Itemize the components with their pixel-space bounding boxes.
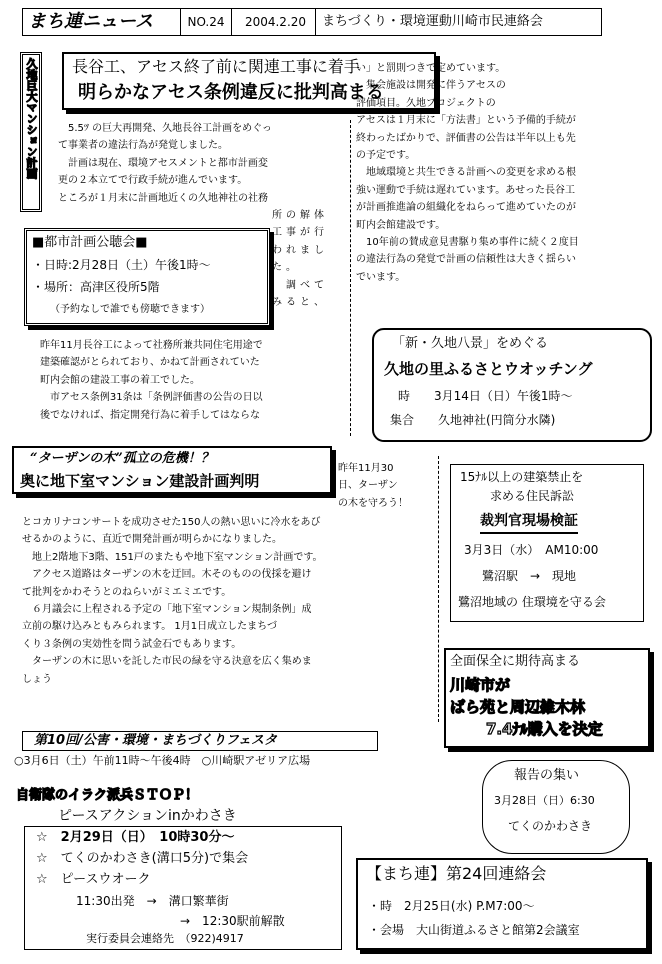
side-label: 久地巨大マンション計画 (25, 58, 38, 179)
lawsuit-org: 鷺沼地域の 住環境を守る会 (458, 595, 606, 609)
festa-title: 第10回/公害・環境・まちづくりフェスタ (34, 733, 278, 748)
report-date: 3月28日（日）6:30 (494, 794, 595, 807)
peace-line5: → 12:30駅前解散 (180, 914, 285, 928)
column-divider (350, 120, 351, 436)
organization-name: まちづくり・環境運動川崎市民連絡会 (322, 14, 543, 29)
meeting-title: 【まち連】第24回連絡会 (366, 864, 547, 883)
preserve-line2: ばら苑と周辺雑木林 (450, 698, 586, 716)
lawsuit-route: 鷺沼駅 → 現地 (482, 569, 577, 583)
peace-line1: ☆ 2月29日（日） 10時30分〜 (36, 830, 235, 845)
preserve-line1: 川崎市が (450, 676, 511, 694)
peace-contact: 実行委員会連絡先 （922)4917 (86, 932, 244, 945)
lawsuit-line2: 求める住民訴訟 (490, 489, 575, 503)
peace-line4: 11:30出発 → 溝口繁華街 (76, 894, 229, 908)
issue-number: NO.24 (180, 9, 232, 35)
watching-line1: 「新・久地八景」をめぐる (392, 336, 549, 351)
article2-headline2: 奥に地下室マンション建設計画判明 (20, 472, 260, 490)
article1-col1-top: 5.5ﾂ の巨大再開発、久地長谷工計画をめぐっ て事業者の違法行為が発覚しました。 計画は現在、環境アセスメントと都市計画変 更の２本立てで行政手続が進んでいます。 ところが１月末に計画地近くの久地神社の社務 (58, 123, 272, 204)
watching-time: 時 3月14日（日）午後1時〜 (398, 389, 573, 403)
issue-date: 2004.2.20 (236, 9, 316, 35)
peace-line3: ☆ ピースウオーク (36, 872, 151, 887)
peace-headline1: 自衛隊のイラク派兵ＳＴＯＰ！ (16, 788, 199, 803)
article2-body: とコカリナコンサートを成功させた150人の熱い思いに冷水をあび せるかのように、直近で開発計画が明らかになりました。 地上2階地下3階、151戸のまたもや地下室マンション計画です。 アクセス道路はターザンの木を迂回。木そのものの伐採を避け て批判をかわそうとのねらいがミエミエです。 ６月議会に上程される予定の「地下室マンション規制条例」成 立前の駆け込みともみられます。 1月1日成立したまちづ くり３条例の実効性を問う試金石でもあります。 ターザンの木に思いを託した市民の緑を守る決意を広く集めま しょう (22, 517, 323, 685)
article1-headline1: 長谷工、アセス終了前に関連工事に着手 (72, 57, 360, 76)
lawsuit-date: 3月3日（水） AM10:00 (464, 543, 599, 557)
article2-divider (438, 456, 439, 722)
peace-headline2: ピースアクションinかわさき (58, 808, 237, 824)
lawsuit-line1: 15ﾅﾙ以上の建築禁止を (460, 470, 584, 484)
article2-side-text: 昨年11月30 日、ターザン の木を守ろう！ (338, 463, 408, 509)
report-place: てくのかわさき (508, 819, 593, 833)
watching-meet: 集合 久地神社(円筒分水隣) (390, 413, 556, 427)
festa-info: ○3月6日（土）午前11時〜午後4時 ○川崎駅アゼリア広場 (14, 754, 311, 767)
meeting-time: ・時 2月25日(水) P.M7:00〜 (368, 899, 535, 913)
article1-col1-side: 所の解体 工事が行 われまし た。 調べて みると、 (272, 210, 328, 309)
watching-line2: 久地の里ふるさとウオッチング (384, 360, 593, 378)
hearing-place: ・場所：高津区役所5階 (32, 280, 160, 294)
report-title: 報告の集い (514, 768, 580, 783)
hearing-title: ■都市計画公聴会■ (32, 235, 148, 250)
meeting-place: ・会場 大山街道ふるさと館第2会議室 (368, 923, 580, 937)
article1-col2: い」と罰則つきで定めています。 集会施設は開発に伴うアセスの 評価項目。久地プロジェクトの アセスは１月末に「方法書」という予備的手続が 終わったばかりで、評価書の公告は半年以上も先 の予定です。 地域環境と共生できる計画への変更を求める根 強い運動で手続は遅れています。あせった長谷工 が計画推進論の組織化をねらって進めていたのが 町内会館建設です。 10年前の賛成意見書駆り集め事件に続く２度目 の違法行為の発覚で計画の信頼性は大きく揺らい でいます。 (356, 63, 579, 283)
article1-headline2: 明らかなアセス条例違反に批判高まる (78, 82, 384, 103)
peace-line2: ☆ てくのかわさき(溝口5分)で集会 (36, 851, 249, 866)
preserve-line3: 7.4ﾅﾙ購入を決定 (486, 720, 603, 738)
article1-col1-bottom: 昨年11月長谷工によって社務所兼共同住宅用途で 建築確認がとられており、かねて計画されていた 町内会館の建設工事の着工でした。 市アセス条例31条は「条例評価書の公告の日以 後でなければ、指定開発行為に着手してはならな (40, 340, 263, 421)
hearing-note: （予約なしで誰でも傍聴できます） (50, 304, 210, 315)
article2-headline1: “ターザンの木”孤立の危機！？ (30, 451, 214, 466)
lawsuit-title: 裁判官現場検証 (480, 510, 578, 534)
masthead-title: まち連ニュース (28, 11, 154, 32)
hearing-date: ・日時:2月28日（土）午後1時〜 (32, 258, 211, 272)
preserve-title: 全面保全に期待高まる (450, 654, 581, 669)
